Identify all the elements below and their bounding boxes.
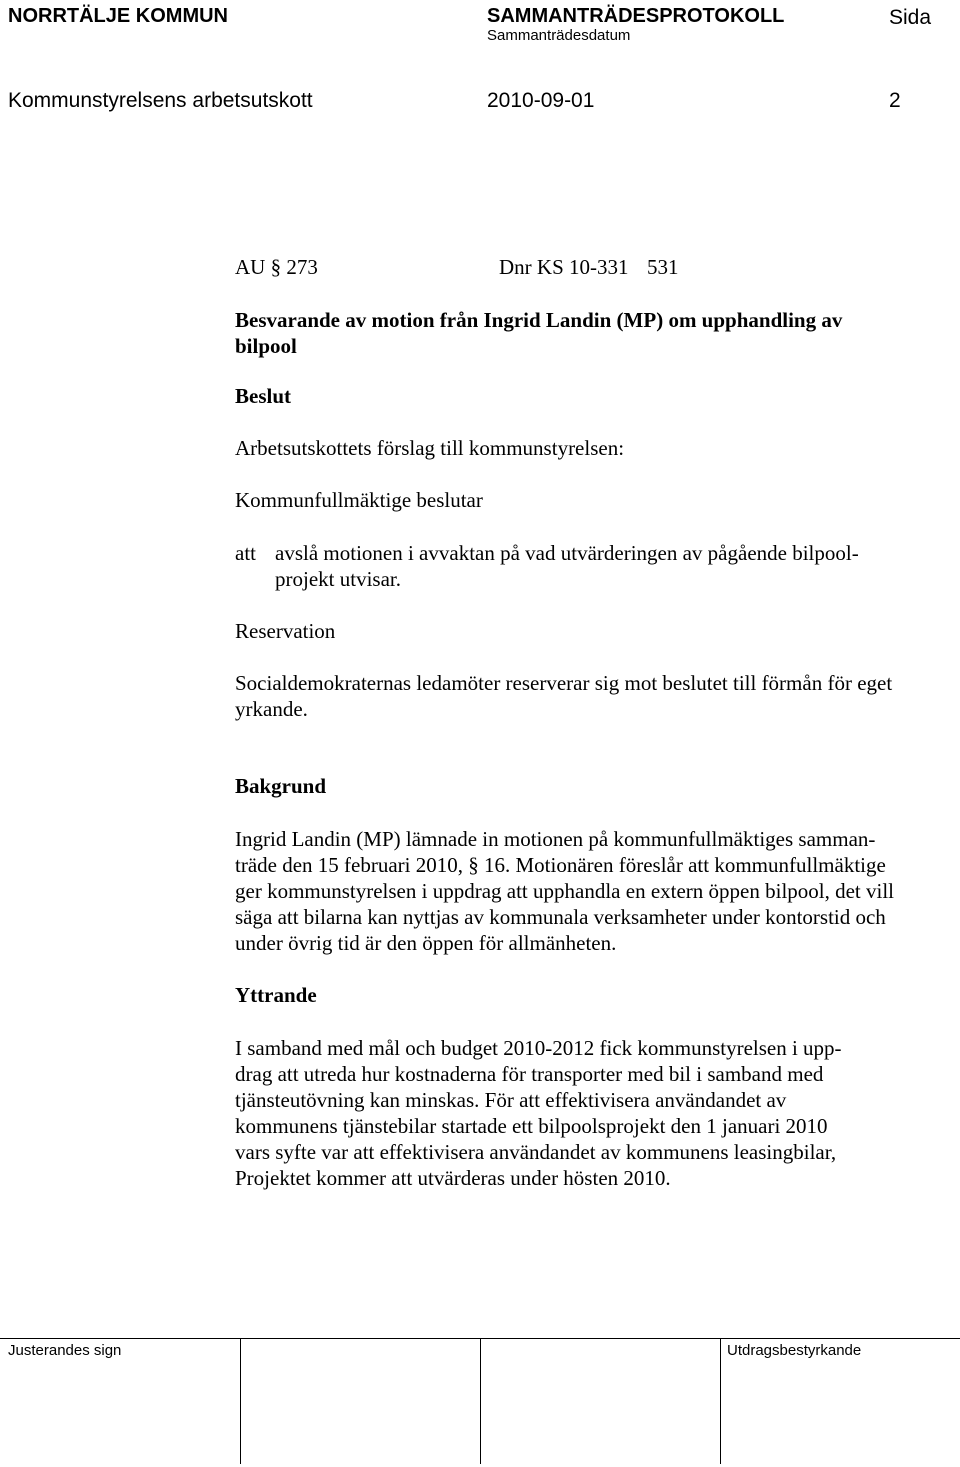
- reservation-text: [235, 670, 947, 722]
- item-title-line: bilpool: [235, 334, 297, 358]
- yttrande-line: drag att utreda hur kostnaderna för transporter med bil i samband med: [235, 1062, 824, 1086]
- att-clause: [275, 540, 859, 592]
- municipality-name: NORRTÄLJE KOMMUN: [8, 5, 228, 27]
- yttrande-text: [235, 1035, 947, 1191]
- yttrande-line: tjänsteutövning kan minskas. För att effektivisera användandet av: [235, 1088, 787, 1112]
- au-label: AU: [235, 255, 266, 279]
- decision-intro: Kommunfullmäktige beslutar: [235, 488, 483, 512]
- dnr-code: 531: [647, 255, 679, 279]
- meeting-date: 2010-09-01: [487, 89, 595, 112]
- item-title: [235, 307, 947, 359]
- yttrande-line: Projektet kommer att utvärderas under hösten 2010.: [235, 1166, 671, 1190]
- reservation-heading: Reservation: [235, 619, 336, 643]
- page-label: Sida: [889, 6, 932, 29]
- dnr-reference: [499, 254, 679, 280]
- yttrande-line: vars syfte var att effektivisera användandet av kommunens leasingbilar,: [235, 1140, 837, 1164]
- justerandes-sign-label: Justerandes sign: [8, 1342, 122, 1359]
- section-symbol: §: [468, 853, 479, 877]
- bakgrund-line: Ingrid Landin (MP) lämnade in motionen på kommunfullmäktiges samman-: [235, 827, 876, 851]
- footer-divider: [240, 1338, 241, 1464]
- bakgrund-line-part: träde den 15 februari 2010,: [235, 853, 463, 877]
- date-label: Sammanträdesdatum: [487, 27, 631, 44]
- att-label: att: [235, 541, 256, 565]
- reservation-line: Socialdemokraternas ledamöter reserverar sig mot beslutet till förmån för eget: [235, 671, 893, 695]
- footer-divider: [480, 1338, 481, 1464]
- item-title-line: Besvarande av motion från Ingrid Landin (MP) om upphandling av: [235, 308, 843, 332]
- utdragsbestyrkande-label: Utdragsbestyrkande: [727, 1342, 862, 1359]
- bakgrund-line: ger kommunstyrelsen i uppdrag att upphandla en extern öppen bilpool, det vill: [235, 879, 895, 903]
- page-number: 2: [889, 89, 901, 112]
- dnr-number: Dnr KS 10-331: [499, 255, 629, 279]
- section-symbol: §: [270, 255, 282, 279]
- bakgrund-text: [235, 826, 947, 956]
- reservation-line: yrkande.: [235, 697, 308, 721]
- item-reference: [235, 254, 318, 280]
- au-number: 273: [286, 255, 318, 279]
- protocol-title: SAMMANTRÄDESPROTOKOLL: [487, 5, 785, 27]
- footer-divider: [720, 1338, 721, 1464]
- bakgrund-line-part: 16. Motionären föreslår att kommunfullmäktige: [484, 853, 886, 877]
- bakgrund-line: under övrig tid är den öppen för allmänheten.: [235, 931, 617, 955]
- att-clause-line: avslå motionen i avvaktan på vad utvärderingen av pågående bilpool-: [275, 541, 859, 565]
- beslut-heading: Beslut: [235, 384, 292, 408]
- yttrande-line: kommunens tjänstebilar startade ett bilpoolsprojekt den 1 januari 2010: [235, 1114, 828, 1138]
- bakgrund-line: säga att bilarna kan nyttjas av kommunala verksamheter under kontorstid och: [235, 905, 886, 929]
- committee-name: Kommunstyrelsens arbetsutskott: [8, 89, 313, 112]
- bakgrund-line-with-section: [235, 852, 947, 878]
- att-clause-line: projekt utvisar.: [275, 567, 401, 591]
- bakgrund-heading: Bakgrund: [235, 774, 327, 798]
- yttrande-heading: Yttrande: [235, 983, 317, 1007]
- proposal-intro: Arbetsutskottets förslag till kommunstyrelsen:: [235, 436, 625, 460]
- yttrande-line: I samband med mål och budget 2010-2012 fick kommunstyrelsen i upp-: [235, 1036, 842, 1060]
